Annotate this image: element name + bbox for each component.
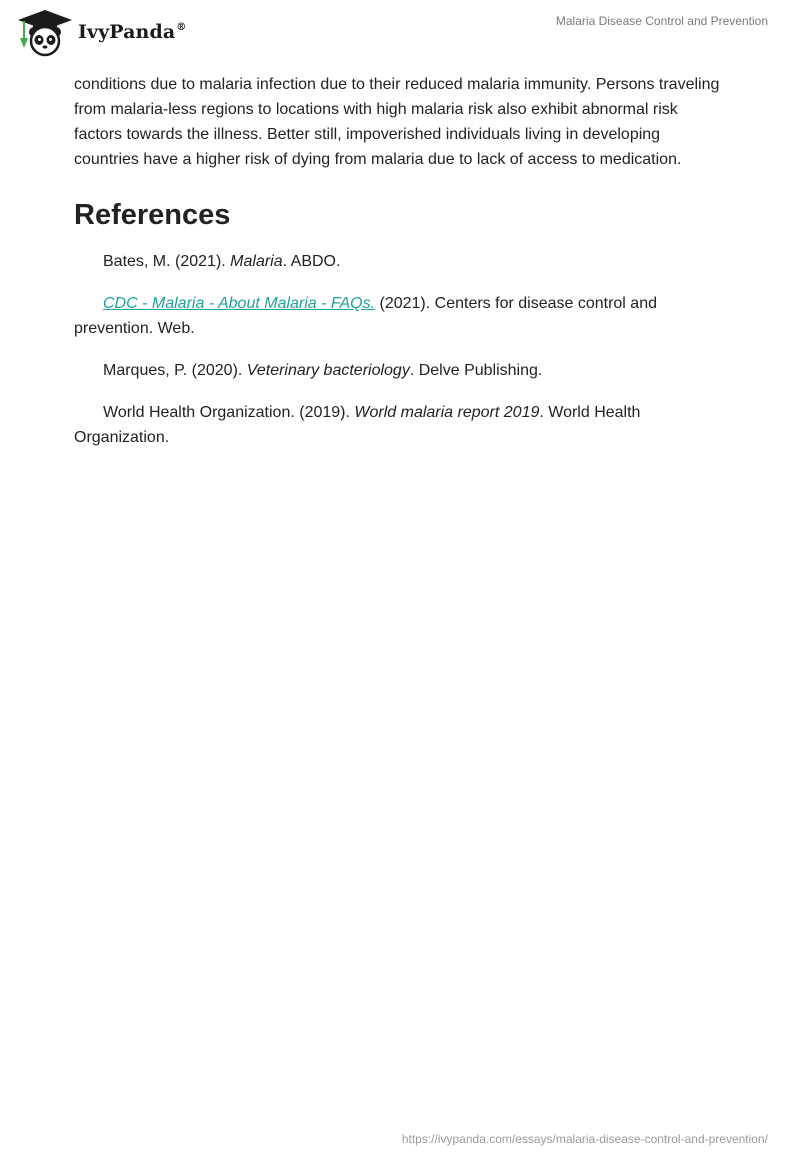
- footer-url[interactable]: https://ivypanda.com/essays/malaria-disease-control-and-prevention/: [401, 1132, 768, 1146]
- reference-item-cdc: CDC - Malaria - About Malaria - FAQs. (2021). Centers for disease control and prevention. Web.: [74, 295, 657, 337]
- reference-item-who: World Health Organization. (2019). World malaria report 2019. World Health Organization.: [74, 404, 641, 446]
- cdc-reference-link[interactable]: CDC - Malaria - About Malaria - FAQs.: [103, 295, 376, 312]
- logo-text: IvyPanda®: [78, 21, 187, 43]
- essay-content: [74, 72, 726, 467]
- references-heading: References: [74, 199, 231, 231]
- running-title: Malaria Disease Control and Prevention: [555, 14, 768, 28]
- ivypanda-logo[interactable]: [16, 8, 186, 58]
- panda-graduate-icon: [16, 8, 74, 58]
- reference-item-marques: Marques, P. (2020). Veterinary bacteriology. Delve Publishing.: [103, 362, 543, 379]
- page-header: [0, 0, 800, 60]
- body-paragraph: conditions due to malaria infection due to their reduced malaria immunity. Persons traveling from malaria-less regions to locations with high malaria risk also exhibit abnormal risk factors towards the illness. Better still, impoverished individuals living in developing countries have a higher risk of dying from malaria due to lack of access to medication.: [74, 76, 720, 168]
- reference-item-bates: Bates, M. (2021). Malaria. ABDO.: [103, 253, 341, 270]
